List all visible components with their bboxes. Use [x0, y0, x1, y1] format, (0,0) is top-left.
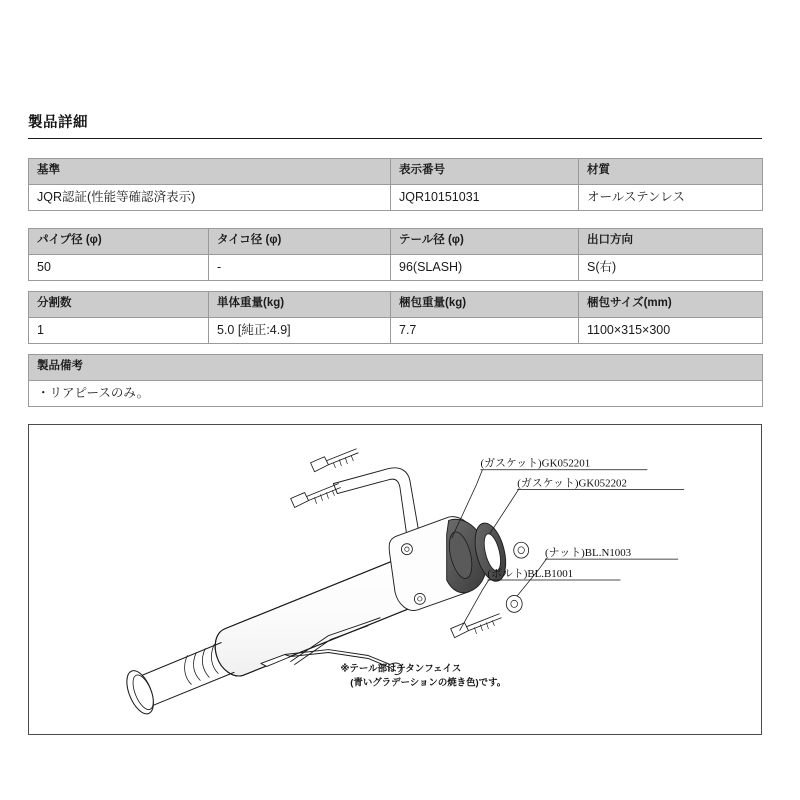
spec-table-standard: [28, 158, 763, 211]
table-row: [29, 184, 763, 211]
spec-table-diameter: [28, 228, 763, 281]
gasket-2-label: (ガスケット)GK052202: [517, 477, 627, 490]
column-header: テール径 (φ): [391, 229, 579, 255]
bolt-lower-right: [451, 614, 502, 638]
table-cell: JQR認証(性能等確認済表示): [29, 184, 391, 211]
table-cell: -: [209, 254, 391, 281]
column-header: 梱包重量(kg): [391, 292, 579, 318]
table-cell: S(右): [579, 254, 763, 281]
table-row: [29, 317, 763, 344]
inlet-pipe: [333, 468, 418, 536]
page-title: 製品詳細: [28, 115, 88, 131]
column-header: 表示番号: [391, 159, 579, 185]
table-cell: 96(SLASH): [391, 254, 579, 281]
bolt-upper-left: [311, 449, 359, 472]
callout-labels: [480, 457, 684, 580]
note-line-2: (青いグラデーションの焼き色)です。: [350, 676, 507, 688]
table-cell: 50: [29, 254, 209, 281]
column-header: 材質: [579, 159, 763, 185]
section-header: [28, 116, 762, 139]
column-header: 出口方向: [579, 229, 763, 255]
nut-label: (ナット)BL.N1003: [545, 547, 632, 560]
nut-part-2: [514, 542, 529, 558]
spec-table-weight: [28, 291, 763, 344]
exhaust-muffler-diagram: [29, 425, 761, 734]
column-header: 分割数: [29, 292, 209, 318]
table-header-row: [29, 229, 763, 255]
table-cell: 1100×315×300: [579, 317, 763, 344]
table-cell: オールステンレス: [579, 184, 763, 211]
table-header-row: [29, 292, 763, 318]
spec-table-remarks: [28, 354, 763, 407]
table-header-row: [29, 355, 763, 381]
bolt-mid-left: [291, 484, 341, 508]
column-header: 梱包サイズ(mm): [579, 292, 763, 318]
nut-part: [506, 595, 522, 612]
table-cell: JQR10151031: [391, 184, 579, 211]
column-header: タイコ径 (φ): [209, 229, 391, 255]
gasket-1-label: (ガスケット)GK052201: [480, 457, 591, 470]
table-row: [29, 380, 763, 407]
column-header: 製品備考: [29, 355, 763, 381]
product-diagram-panel: [28, 424, 762, 735]
table-cell: 5.0 [純正:4.9]: [209, 317, 391, 344]
column-header: 基準: [29, 159, 391, 185]
diagram-note: [340, 662, 506, 687]
title-divider: [28, 138, 762, 139]
table-cell: 1: [29, 317, 209, 344]
bolt-label: (ボルト)BL.B1001: [487, 568, 574, 581]
table-cell: 7.7: [391, 317, 579, 344]
column-header: 単体重量(kg): [209, 292, 391, 318]
table-cell: ・リアピースのみ。: [29, 380, 763, 407]
note-line-1: ※テール部はチタンフェイス: [340, 662, 462, 674]
table-header-row: [29, 159, 763, 185]
table-row: [29, 254, 763, 281]
column-header: パイプ径 (φ): [29, 229, 209, 255]
